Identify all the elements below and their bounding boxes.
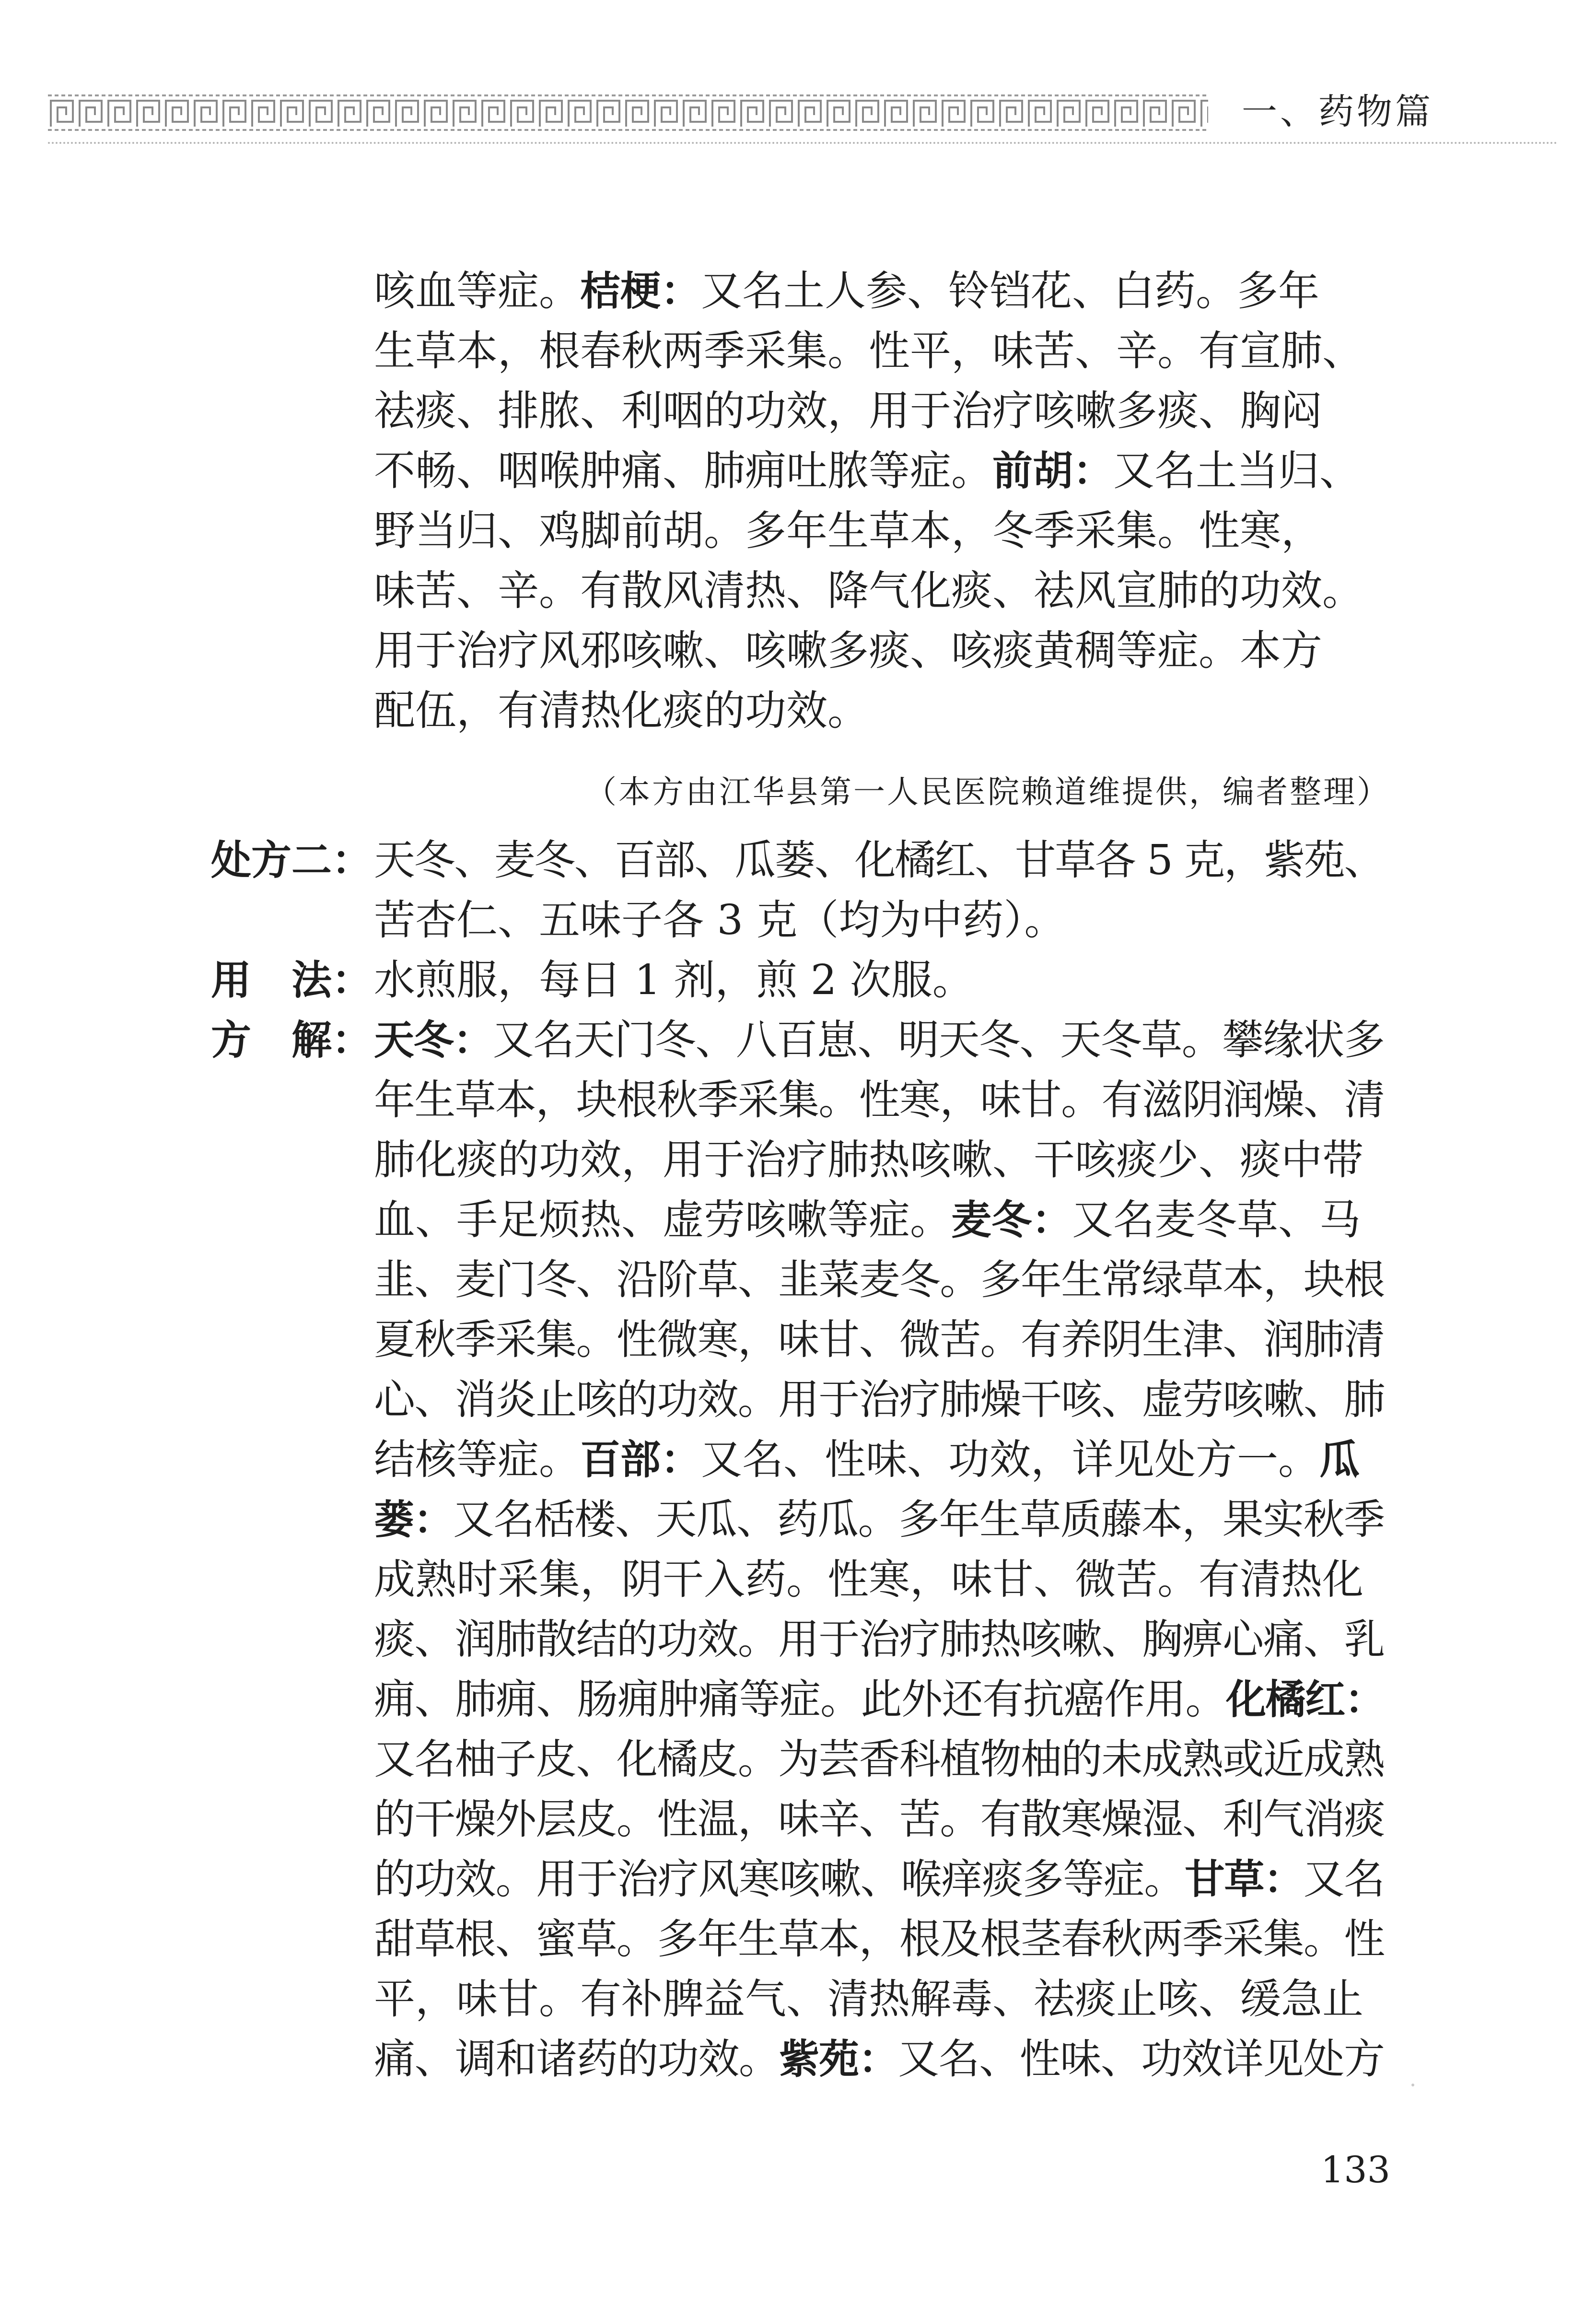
text-run: 结核等症。 xyxy=(374,1436,580,1484)
text-run: 肺化痰的功效，用于治疗肺热咳嗽、干咳痰少、痰中带 xyxy=(374,1136,1363,1184)
text-run: 味苦、辛。有散风清热、降气化痰、祛风宣肺的功效。 xyxy=(374,567,1363,615)
usage-label: 用 法： xyxy=(211,957,373,1004)
text-line xyxy=(374,1430,1390,1490)
text-line xyxy=(374,890,1390,950)
text-line xyxy=(374,261,1390,321)
text-run: 又名土人参、铃铛花、白药。多年 xyxy=(701,267,1320,315)
scan-speck xyxy=(1411,2084,1414,2086)
text-run: 的干燥外层皮。性温，味辛、苦。有散寒燥湿、利气消痰 xyxy=(374,1795,1385,1843)
text-line xyxy=(374,831,1390,890)
herb-name-heading: 桔梗： xyxy=(580,268,701,315)
text-run: 血、手足烦热、虚劳咳嗽等症。 xyxy=(374,1196,951,1244)
text-line xyxy=(374,1130,1390,1190)
text-line xyxy=(374,1730,1390,1790)
text-line xyxy=(374,1550,1390,1610)
source-attribution: （本方由江华县第一人民医院赖道维提供，编者整理） xyxy=(585,773,1390,810)
text-run: 心、消炎止咳的功效。用于治疗肺燥干咳、虚劳咳嗽、肺 xyxy=(374,1376,1385,1424)
text-run: 又名 xyxy=(1303,1855,1385,1903)
text-run: 又名土当归、 xyxy=(1113,447,1361,495)
text-line xyxy=(374,2029,1390,2089)
text-line xyxy=(374,1670,1390,1730)
herb-name-heading: 前胡： xyxy=(992,447,1114,494)
text-line xyxy=(374,561,1390,621)
text-line xyxy=(374,1490,1390,1550)
running-header-title: 一、药物篇 xyxy=(1242,91,1433,132)
herb-name-heading: 蒌： xyxy=(374,1496,453,1543)
text-line xyxy=(374,1909,1390,1969)
text-line xyxy=(374,441,1390,501)
text-line xyxy=(374,1850,1390,1909)
herb-name-heading: 瓜 xyxy=(1319,1436,1360,1483)
explanation-label: 方 解： xyxy=(211,1017,373,1064)
text-line xyxy=(374,1370,1390,1430)
text-run: 咳血等症。 xyxy=(374,267,580,315)
text-run: 又名柚子皮、化橘皮。为芸香科植物柚的未成熟或近成熟 xyxy=(374,1735,1385,1783)
text-line xyxy=(374,501,1390,561)
text-line xyxy=(374,1190,1390,1250)
herb-name-heading: 天冬： xyxy=(374,1017,493,1064)
text-line xyxy=(374,1070,1390,1130)
text-run: 痰、润肺散结的功效。用于治疗肺热咳嗽、胸痹心痛、乳 xyxy=(374,1616,1385,1663)
herb-name-heading: 麦冬： xyxy=(951,1196,1072,1243)
text-line xyxy=(374,321,1390,381)
text-run: 年生草本，块根秋季采集。性寒，味甘。有滋阴润燥、清 xyxy=(374,1076,1385,1124)
text-line xyxy=(374,681,1390,741)
text-run: 痈、肺痈、肠痈肿痛等症。此外还有抗癌作用。 xyxy=(374,1675,1226,1723)
text-run: 又名、性味、功效，详见处方一。 xyxy=(701,1436,1320,1484)
text-run: 不畅、咽喉肿痛、肺痈吐脓等症。 xyxy=(374,447,992,495)
text-run: 又名、性味、功效详见处方 xyxy=(898,2035,1385,2083)
text-line xyxy=(374,1010,1390,1070)
prescription-label: 处方二： xyxy=(211,837,373,884)
herb-name-heading: 紫苑： xyxy=(779,2036,898,2083)
text-line xyxy=(374,1250,1390,1310)
text-run: 甜草根、蜜草。多年生草本，根及根茎春秋两季采集。性 xyxy=(374,1915,1385,1963)
text-run: 又名栝楼、天瓜、药瓜。多年生草质藤本，果实秋季 xyxy=(453,1496,1385,1544)
text-run: 野当归、鸡脚前胡。多年生草本，冬季采集。性寒， xyxy=(374,507,1322,555)
text-line xyxy=(374,1969,1390,2029)
text-run: 天冬、麦冬、百部、瓜蒌、化橘红、甘草各 5 克，紫苑、 xyxy=(374,836,1384,884)
text-line xyxy=(374,1610,1390,1670)
text-run: 配伍，有清热化痰的功效。 xyxy=(374,687,869,735)
text-run: 生草本，根春秋两季采集。性平，味苦、辛。有宣肺、 xyxy=(374,327,1363,375)
text-line xyxy=(374,1790,1390,1850)
herb-name-heading: 百部： xyxy=(580,1436,701,1483)
text-run: 痛、调和诸药的功效。 xyxy=(374,2035,780,2083)
header-decorative-band xyxy=(48,94,1208,131)
text-run: 韭、麦门冬、沿阶草、韭菜麦冬。多年生常绿草本，块根 xyxy=(374,1256,1385,1304)
text-run: 的功效。用于治疗风寒咳嗽、喉痒痰多等症。 xyxy=(374,1855,1185,1903)
text-run: 夏秋季采集。性微寒，味甘、微苦。有养阴生津、润肺清 xyxy=(374,1316,1385,1364)
text-line xyxy=(374,950,1390,1010)
text-run: 祛痰、排脓、利咽的功效，用于治疗咳嗽多痰、胸闷 xyxy=(374,387,1322,435)
text-run: 又名麦冬草、马 xyxy=(1072,1196,1361,1244)
text-run: 用于治疗风邪咳嗽、咳嗽多痰、咳痰黄稠等症。本方 xyxy=(374,627,1322,675)
text-line xyxy=(374,1310,1390,1370)
text-run: 又名天门冬、八百崽、明天冬、天冬草。攀缘状多 xyxy=(492,1016,1385,1064)
text-run: 水煎服，每日 1 剂，煎 2 次服。 xyxy=(374,956,974,1004)
text-run: 成熟时采集，阴干入药。性寒，味甘、微苦。有清热化 xyxy=(374,1556,1363,1604)
header-rule xyxy=(48,142,1558,144)
herb-name-heading: 甘草： xyxy=(1184,1856,1304,1903)
text-run: 平，味甘。有补脾益气、清热解毒、祛痰止咳、缓急止 xyxy=(374,1975,1363,2023)
text-run: 苦杏仁、五味子各 3 克（均为中药）。 xyxy=(374,896,1066,944)
herb-name-heading: 化橘红： xyxy=(1226,1676,1385,1723)
text-line xyxy=(374,381,1390,441)
meander-border-pattern xyxy=(48,94,1208,131)
page-number: 133 xyxy=(1320,2148,1390,2191)
text-line xyxy=(374,621,1390,681)
